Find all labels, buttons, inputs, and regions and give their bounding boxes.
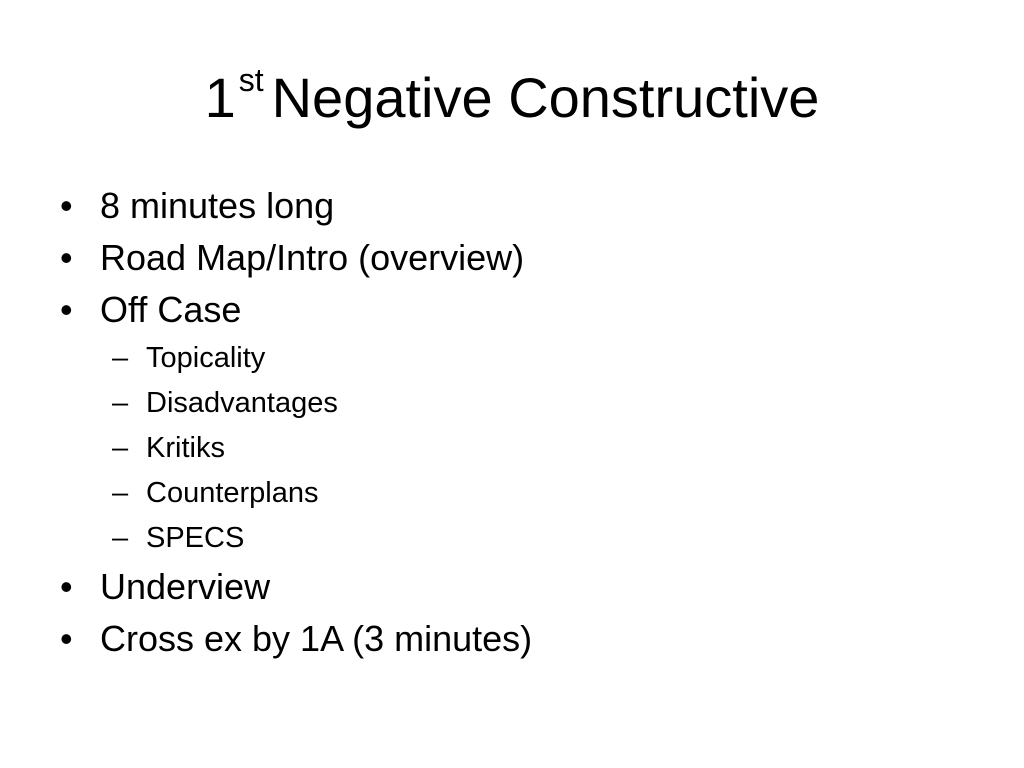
bullet-item xyxy=(58,613,958,665)
bullet-icon: • xyxy=(60,289,73,330)
bullet-text: Underview xyxy=(100,566,271,607)
title-number: 1 xyxy=(204,66,236,129)
bullet-icon: • xyxy=(60,185,73,226)
bullet-icon: • xyxy=(60,566,73,607)
bullet-icon: • xyxy=(60,237,73,278)
sub-bullet-text: Kritiks xyxy=(146,432,225,464)
sub-bullet-text: Counterplans xyxy=(146,477,319,509)
bullet-item xyxy=(58,232,958,284)
dash-icon: – xyxy=(112,432,129,464)
bullet-item xyxy=(58,284,958,336)
bullet-list xyxy=(58,180,958,665)
sub-bullet-text: SPECS xyxy=(146,522,245,554)
bullet-item xyxy=(58,561,958,613)
sub-bullet-item xyxy=(58,381,958,426)
bullet-text: 8 minutes long xyxy=(100,185,335,226)
bullet-item xyxy=(58,180,958,232)
bullet-text: Road Map/Intro (overview) xyxy=(100,237,525,278)
dash-icon: – xyxy=(112,387,129,419)
sub-bullet-item xyxy=(58,426,958,471)
sub-bullet-item xyxy=(58,516,958,561)
dash-icon: – xyxy=(112,522,129,554)
title-text: Negative Constructive xyxy=(271,66,820,129)
dash-icon: – xyxy=(112,342,129,374)
dash-icon: – xyxy=(112,477,129,509)
sub-bullet-text: Topicality xyxy=(146,342,266,374)
bullet-text: Off Case xyxy=(100,289,242,330)
sub-bullet-text: Disadvantages xyxy=(146,387,338,419)
bullet-icon: • xyxy=(60,618,73,659)
title-superscript: st xyxy=(238,62,264,99)
sub-bullet-item xyxy=(58,471,958,516)
bullet-text: Cross ex by 1A (3 minutes) xyxy=(100,618,533,659)
slide-title xyxy=(0,62,1024,134)
sub-bullet-item xyxy=(58,336,958,381)
